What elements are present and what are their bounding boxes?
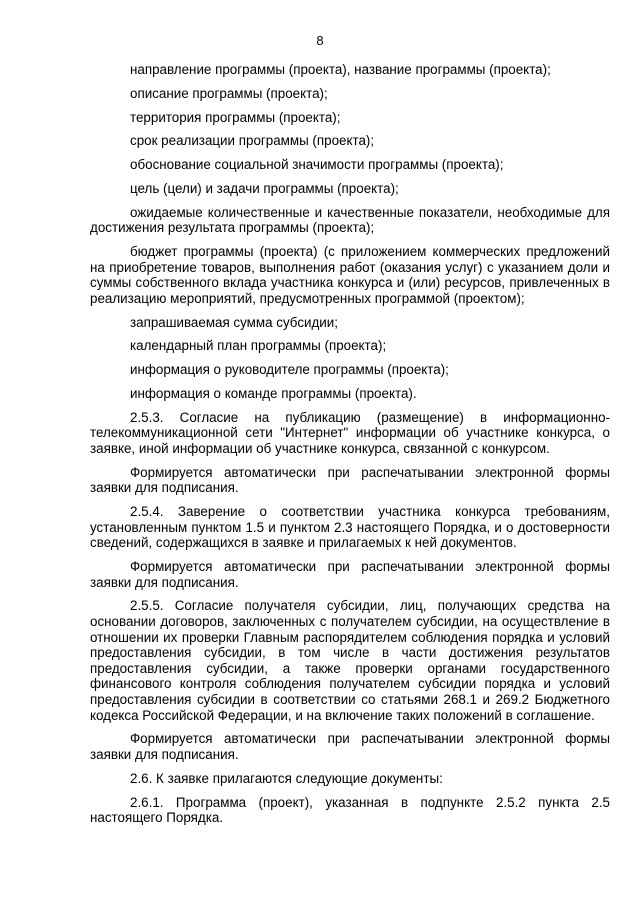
paragraph-calendar-plan: календарный план программы (проекта); <box>130 338 387 354</box>
paragraph-program-leader: информация о руководителе программы (проекта); <box>130 362 449 378</box>
page-number: 8 <box>316 33 324 48</box>
paragraph-2-6: 2.6. К заявке прилагаются следующие документы: <box>130 770 443 786</box>
paragraph-auto-generated-note: Формируется автоматически при распечатывании электронной формы заявки для подписания. <box>90 731 610 762</box>
paragraph-expected-indicators: ожидаемые количественные и качественные показатели, необходимые для достижения результата программы (проекта); <box>90 204 610 236</box>
paragraph-program-description: описание программы (проекта); <box>130 85 328 101</box>
paragraph-2-5-4: 2.5.4. Заверение о соответствии участника конкурса требованиям, установленным пунктом 1.5 и пунктом 2.3 настоящего Порядка, и о достоверности сведений, содержащихся в заявке и прилагаемых к ней документов. <box>90 504 610 551</box>
paragraph-auto-generated-note: Формируется автоматически при распечатывании электронной формы заявки для подписания. <box>90 559 610 590</box>
paragraph-program-direction: направление программы (проекта), название программы (проекта); <box>130 62 551 77</box>
document-body <box>90 62 610 834</box>
paragraph-social-significance: обоснование социальной значимости программы (проекта); <box>130 157 504 173</box>
paragraph-requested-amount: запрашиваемая сумма субсидии; <box>130 314 338 330</box>
paragraph-program-territory: территория программы (проекта); <box>130 109 341 125</box>
paragraph-auto-generated-note: Формируется автоматически при распечатывании электронной формы заявки для подписания. <box>90 464 610 496</box>
paragraph-program-team: информация о команде программы (проекта). <box>130 385 417 401</box>
paragraph-2-5-5: 2.5.5. Согласие получателя субсидии, лиц, получающих средства на основании договоров, заключенных с получателем субсидии, на осуществление в отношении их проверки Главным распорядителем соблюдения порядка и условий предоставления субсидии, в том числе в части достижения результатов предоставления субсидии, а также проверки органами государственного финансового контроля соблюдения получателем субсидии порядка и условий предоставления субсидии в соответствии со статьями 268.1 и 269.2 Бюджетного кодекса Российской Федерации, и на включение таких положений в соглашение. <box>90 598 610 723</box>
paragraph-program-budget: бюджет программы (проекта) (с приложением коммерческих предложений на приобретение товаров, выполнения работ (оказания услуг) с указанием доли и суммы собственного вклада участника конкурса и (или) ресурсов, привлеченных в реализацию мероприятий, предусмотренных программой (проектом); <box>90 244 610 306</box>
paragraph-program-term: срок реализации программы (проекта); <box>130 133 375 149</box>
paragraph-2-5-3: 2.5.3. Согласие на публикацию (размещение) в информационно-телекоммуникационной сети "Интернет" информации об участнике конкурса, о заявке, иной информации об участнике конкурса, связанной с конкурсом. <box>90 409 610 456</box>
paragraph-2-6-1: 2.6.1. Программа (проект), указанная в подпункте 2.5.2 пункта 2.5 настоящего Порядка. <box>90 794 610 826</box>
paragraph-goals-tasks: цель (цели) и задачи программы (проекта); <box>130 180 399 196</box>
